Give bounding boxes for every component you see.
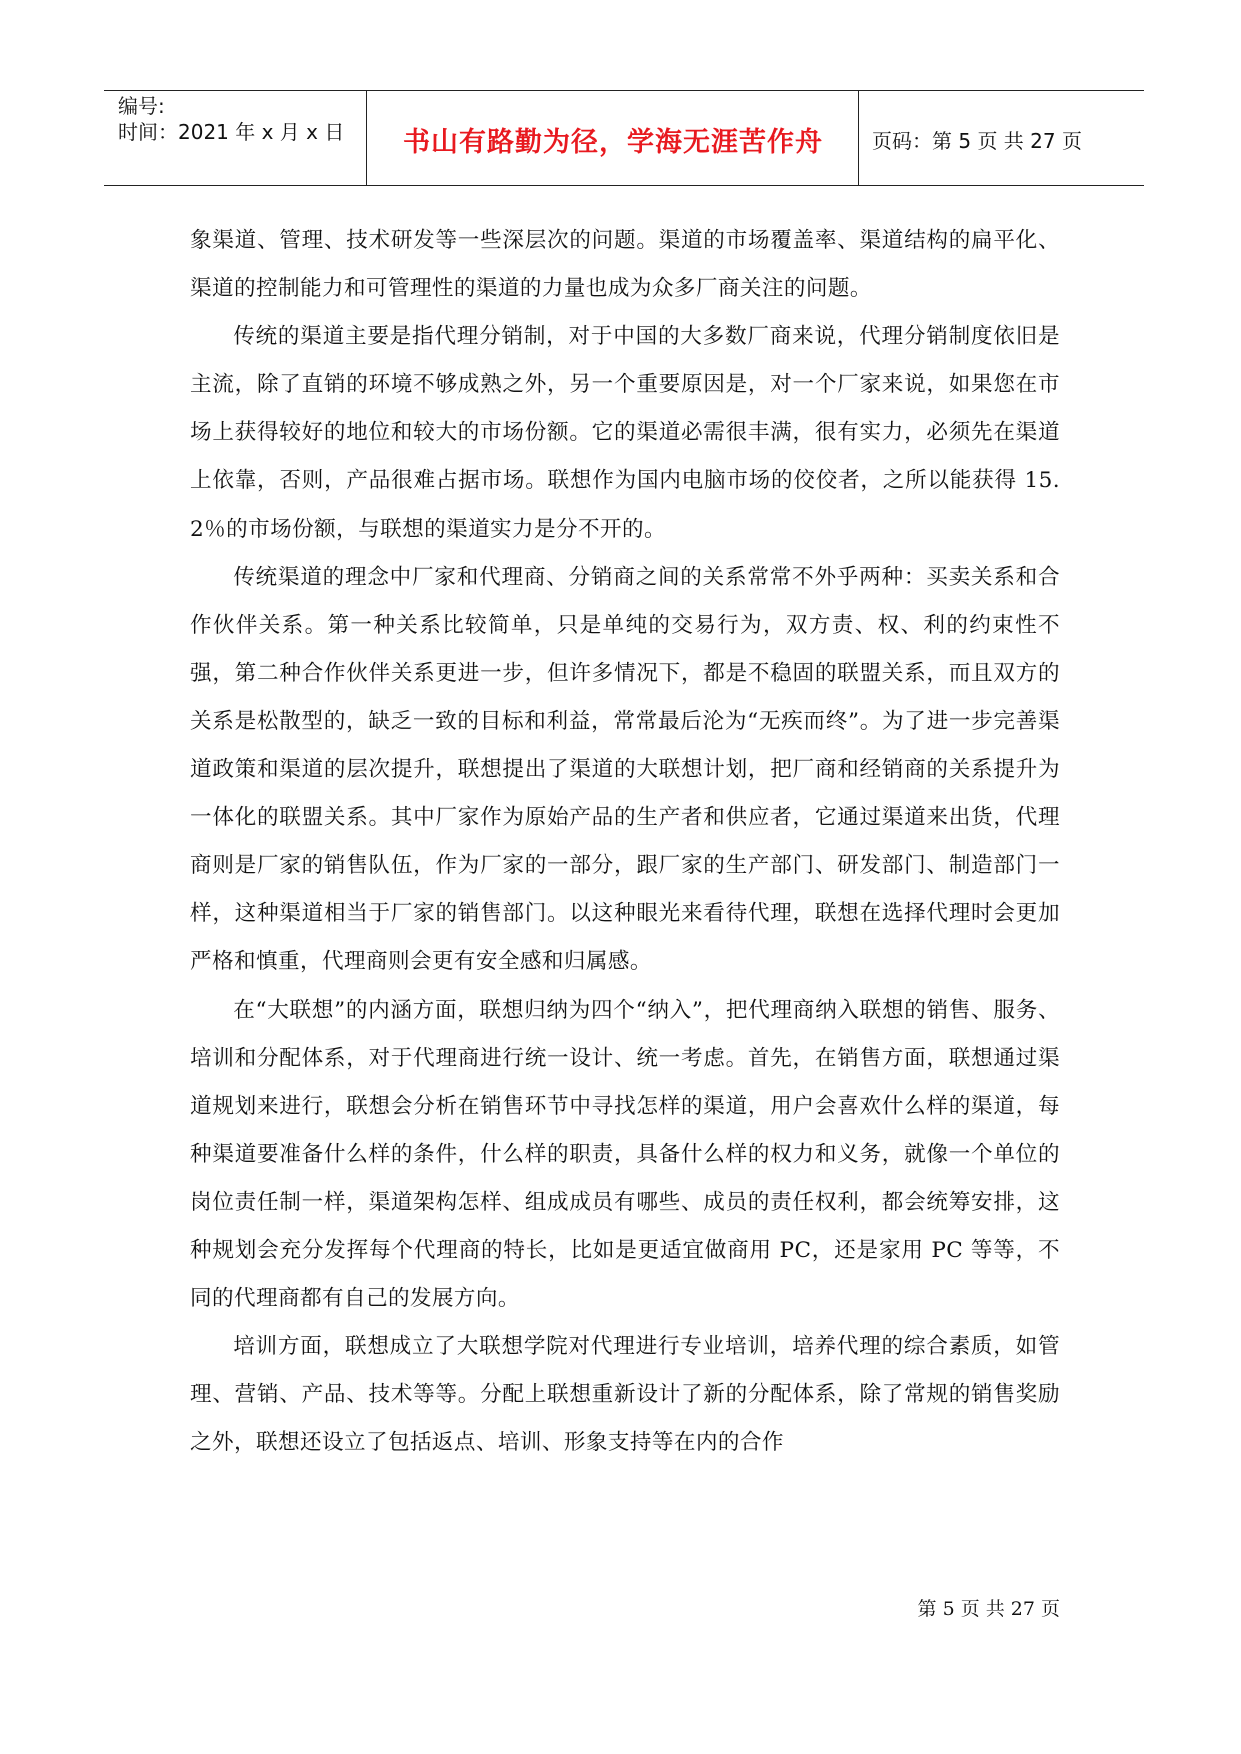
header-page-number: 页码：第 5 页 共 27 页: [872, 129, 1082, 153]
header-motto: 书山有路勤为径，学海无涯苦作舟: [403, 127, 823, 158]
header-info: [118, 93, 358, 145]
header-divider: [858, 91, 859, 185]
paragraph: 培训方面，联想成立了大联想学院对代理进行专业培训，培养代理的综合素质，如管理、营销、产品、技术等等。分配上联想重新设计了新的分配体系，除了常规的销售奖励之外，联想还设立了包括返点、培训、形象支持等在内的合作: [190, 1334, 1060, 1456]
page-footer-number: 第 5 页 共 27 页: [917, 1598, 1060, 1620]
document-time-label: 时间：2021 年 x 月 x 日: [118, 120, 345, 144]
document-body: [190, 217, 1060, 1467]
header-divider: [366, 91, 367, 185]
page-header: [104, 90, 1144, 186]
document-number-label: 编号:: [118, 94, 165, 118]
paragraph: 传统渠道的理念中厂家和代理商、分销商之间的关系常常不外乎两种：买卖关系和合作伙伴关系。第一种关系比较简单，只是单纯的交易行为，双方责、权、利的约束性不强，第二种合作伙伴关系更进一步，但许多情况下，都是不稳固的联盟关系，而且双方的关系是松散型的，缺乏一致的目标和利益，常常最后沦为“无疾而终”。为了进一步完善渠道政策和渠道的层次提升，联想提出了渠道的大联想计划，把厂商和经销商的关系提升为一体化的联盟关系。其中厂家作为原始产品的生产者和供应者，它通过渠道来出货，代理商则是厂家的销售队伍，作为厂家的一部分，跟厂家的生产部门、研发部门、制造部门一样，这种渠道相当于厂家的销售部门。以这种眼光来看待代理，联想在选择代理时会更加严格和慎重，代理商则会更有安全感和归属感。: [190, 564, 1060, 975]
paragraph: 在“大联想”的内涵方面，联想归纳为四个“纳入”，把代理商纳入联想的销售、服务、培训和分配体系，对于代理商进行统一设计、统一考虑。首先，在销售方面，联想通过渠道规划来进行，联想会分析在销售环节中寻找怎样的渠道，用户会喜欢什么样的渠道，每种渠道要准备什么样的条件，什么样的职责，具备什么样的权力和义务，就像一个单位的岗位责任制一样，渠道架构怎样、组成成员有哪些、成员的责任权利，都会统筹安排，这种规划会充分发挥每个代理商的特长，比如是更适宜做商用 PC，还是家用 PC 等等，不同的代理商都有自己的发展方向。: [190, 997, 1060, 1312]
paragraph: 传统的渠道主要是指代理分销制，对于中国的大多数厂商来说，代理分销制度依旧是主流，除了直销的环境不够成熟之外，另一个重要原因是，对一个厂家来说，如果您在市场上获得较好的地位和较大的市场份额。它的渠道必需很丰满，很有实力，必须先在渠道上依靠，否则，产品很难占据市场。联想作为国内电脑市场的佼佼者，之所以能获得 15.2％的市场份额，与联想的渠道实力是分不开的。: [190, 324, 1060, 542]
paragraph: 象渠道、管理、技术研发等一些深层次的问题。渠道的市场覆盖率、渠道结构的扁平化、渠道的控制能力和可管理性的渠道的力量也成为众多厂商关注的问题。: [190, 228, 1060, 302]
